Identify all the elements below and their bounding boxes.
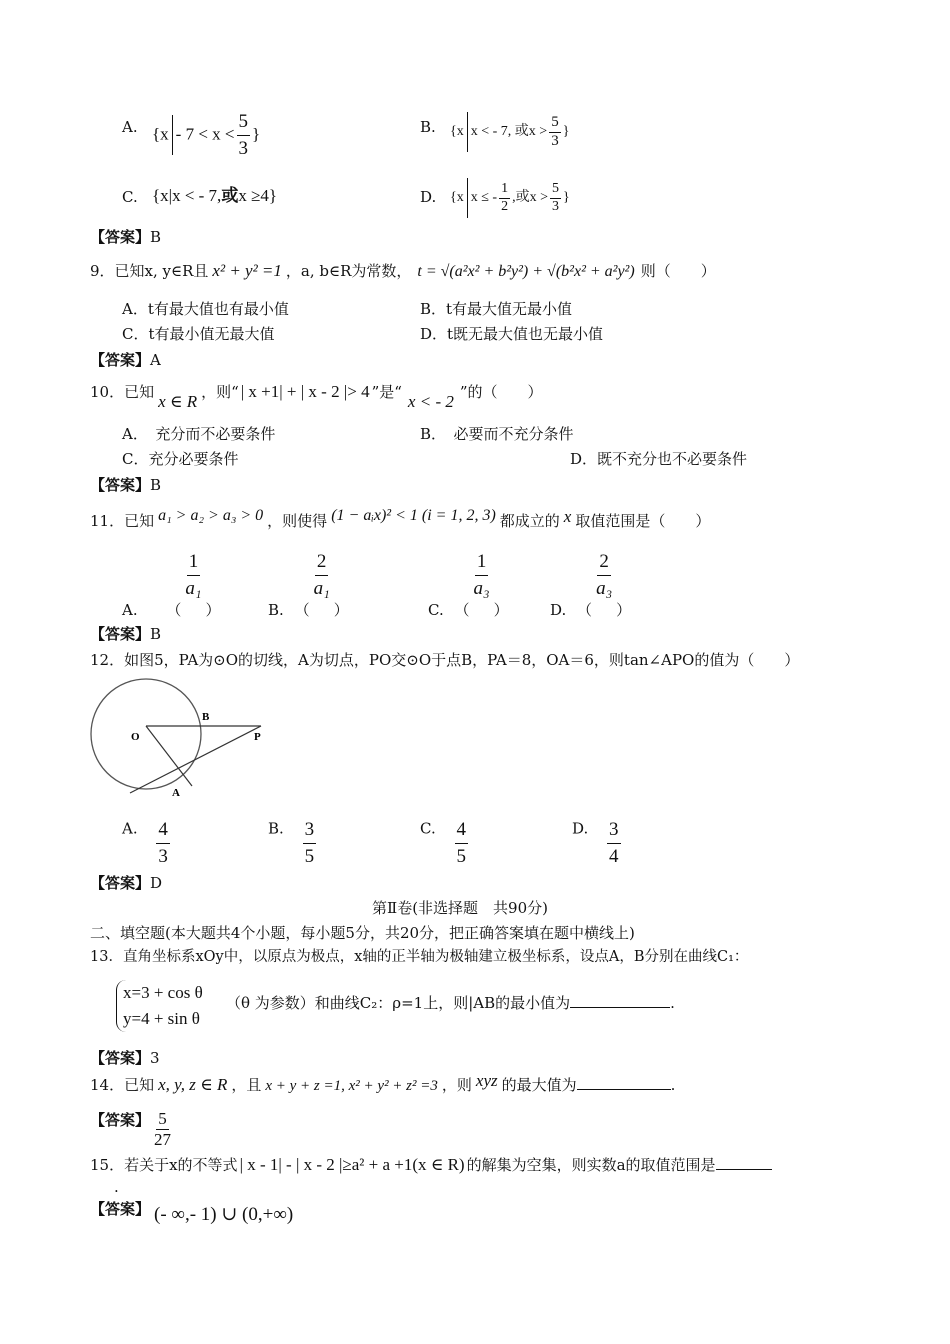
q9-stem-part1: 9．已知x, y∈R且 <box>90 262 209 280</box>
q14-stem-part1: 14．已知 <box>90 1076 155 1094</box>
q11-a-den: a₁ <box>185 577 202 599</box>
q8-option-b-label: B. <box>420 118 436 136</box>
q9-option-b: B．t有最大值无最小值 <box>420 300 573 318</box>
q14-expression: xyz <box>475 1071 498 1090</box>
q13-equation-x: x=3 + cos θ <box>123 983 203 1002</box>
q14-answer-den: 27 <box>154 1129 172 1149</box>
q13-end: . <box>670 994 675 1012</box>
q8-b-close: } <box>562 124 570 140</box>
q12-a-label: A. <box>122 819 138 838</box>
q11-c-den: a₃ <box>473 577 490 599</box>
q8-d-mid: ,或x > <box>512 190 548 206</box>
q12-a-num: 4 <box>156 820 170 844</box>
q12-answer-label: 【答案】 <box>90 874 151 892</box>
q10-condition3: x < - 2 <box>407 392 454 411</box>
q8-c-or: 或 <box>221 186 239 206</box>
q8-d-den1: 2 <box>501 198 509 214</box>
q15-answer-label: 【答案】 <box>90 1200 151 1218</box>
part2-title: 第Ⅱ卷(非选择题 共90分) <box>372 899 548 917</box>
q15-stem <box>90 1155 772 1175</box>
q12-b-label: B. <box>268 819 284 838</box>
q12-b-fraction <box>303 820 317 867</box>
q8-b-num: 5 <box>549 115 561 133</box>
q8-a-close: } <box>252 124 261 144</box>
q12-d-fraction <box>607 820 621 867</box>
q12-stem: 12．如图5，PA为⊙O的切线，A为切点，PO交⊙O于点B，PA＝8，OA＝6，则tan∠APO的值为（ ） <box>90 651 800 669</box>
q8-a-fraction <box>237 112 251 159</box>
q8-d-den2: 3 <box>552 198 559 214</box>
q10-option-d: D．既不充分也不必要条件 <box>570 450 748 468</box>
q11-b-den: a₁ <box>313 577 330 599</box>
q12-label-o: O <box>131 731 140 743</box>
q10-option-c: C．充分必要条件 <box>122 450 239 468</box>
q8-option-c-label: C. <box>122 188 138 206</box>
q9-option-c: C．t有最小值无最大值 <box>122 325 275 343</box>
q12-label-p: P <box>254 731 261 743</box>
q11-d-fraction <box>594 552 614 599</box>
q8-c-text2: x ≥4} <box>238 186 278 205</box>
q9-option-a: A．t有最大值也有最小值 <box>122 300 289 318</box>
q10-answer-value: B <box>150 476 162 494</box>
q14-answer-num: 5 <box>158 1109 167 1128</box>
q11-d-label: D. <box>550 601 567 620</box>
q8-a-open: {x <box>152 124 169 144</box>
q12-label-a: A <box>172 787 180 798</box>
q11-b-open: （ <box>294 601 310 620</box>
q11-b-fraction <box>312 552 332 599</box>
q8-d-num1: 1 <box>499 182 510 199</box>
q13-answer <box>90 1049 160 1067</box>
q11-b-close: ） <box>333 601 349 620</box>
q12-line-oa <box>146 726 192 786</box>
q11-c-open: （ <box>454 601 470 620</box>
q11-answer-value: B <box>150 625 162 643</box>
q11-option-d <box>550 551 632 620</box>
q14-stem-part2: ，且 <box>231 1076 262 1094</box>
q8-d-bar <box>467 178 468 218</box>
q13-answer-value: 3 <box>150 1049 160 1067</box>
q11-answer-label: 【答案】 <box>90 625 151 643</box>
q12-option-a <box>122 806 172 867</box>
q15-stem-part2: 的解集为空集，则实数a的取值范围是 <box>466 1156 716 1174</box>
q8-a-cond: - 7 < x < <box>175 124 235 144</box>
section-fill-in-heading: 二、填空题(本大题共4个小题，每小题5分，共20分，把正确答案填在题中横线上) <box>90 924 635 942</box>
q14-stem <box>90 1071 676 1095</box>
q12-b-den: 5 <box>304 845 315 867</box>
q12-label-b: B <box>202 711 210 723</box>
q12-a-fraction <box>156 820 170 867</box>
q12-answer <box>90 874 162 892</box>
q14-answer-blank <box>577 1089 671 1090</box>
q8-option-a-label: A. <box>122 118 138 136</box>
q13-stem-line2 <box>226 994 675 1012</box>
q11-c-close: ） <box>493 601 509 620</box>
q10-condition1: x ∈ R <box>158 392 198 411</box>
q11-condition1: a₁ > a₂ > a₃ > 0 <box>158 507 264 524</box>
q13-stem-part2: （θ 为参数）和曲线C₂：ρ=1上，则|AB的最小值为 <box>226 994 571 1012</box>
q11-condition2: (1 − aᵢx)² < 1 (i = 1, 2, 3) <box>331 507 496 524</box>
q11-stem-part2: ，则使得 <box>267 512 328 530</box>
q13-equation-y: y=4 + sin θ <box>123 1009 200 1028</box>
q12-d-num: 3 <box>607 820 621 844</box>
q11-c-num: 1 <box>475 552 489 576</box>
q8-d-num2: 5 <box>550 182 561 199</box>
q11-variable: x <box>563 507 572 526</box>
q10-answer <box>90 476 161 494</box>
q8-d-fraction1 <box>499 182 510 214</box>
q15-answer-value: (- ∞,- 1) ∪ (0,+∞) <box>154 1204 294 1225</box>
q11-d-close: ） <box>616 601 632 620</box>
q14-condition1: x, y, z ∈ R <box>158 1075 228 1094</box>
q12-c-fraction <box>455 820 469 867</box>
q12-answer-value: D <box>150 874 163 892</box>
q11-a-close: ） <box>205 601 221 620</box>
q8-d-open: {x <box>450 190 464 206</box>
q11-d-den: a₃ <box>596 577 613 599</box>
q11-stem-part3: 都成立的 <box>499 512 560 530</box>
q11-stem-part4: 取值范围是（ ） <box>575 512 711 530</box>
q12-option-b <box>268 806 318 867</box>
q8-b-bar <box>467 112 468 152</box>
q9-answer-label: 【答案】 <box>90 351 151 369</box>
q8-option-c-set <box>152 186 277 206</box>
q11-stem-part1: 11．已知 <box>90 512 155 530</box>
q12-c-label: C. <box>420 819 436 838</box>
q11-c-label: C. <box>428 601 444 620</box>
q11-d-num: 2 <box>597 552 611 576</box>
q12-c-den: 5 <box>456 845 466 867</box>
q10-answer-label: 【答案】 <box>90 476 151 494</box>
q8-b-den: 3 <box>551 132 559 149</box>
q11-option-b <box>268 551 349 620</box>
q8-answer <box>90 228 161 246</box>
q8-option-b-set <box>450 112 569 152</box>
q11-b-num: 2 <box>315 552 329 576</box>
q8-d-close: } <box>563 190 570 206</box>
q9-stem-part3: 则（ ） <box>640 262 716 280</box>
q10-option-a: A． 充分而不必要条件 <box>122 425 276 443</box>
q12-option-c <box>420 806 470 867</box>
q15-answer <box>90 1198 294 1225</box>
q14-end: . <box>670 1076 676 1094</box>
q8-a-den: 3 <box>238 137 249 159</box>
q12-line-pa-tangent <box>130 726 261 793</box>
q9-t-expression: t = √(a²x² + b²y²) + √(b²x² + a²y²) <box>417 263 635 280</box>
q8-answer-label: 【答案】 <box>90 228 151 246</box>
q8-a-num: 5 <box>237 112 251 136</box>
q13-answer-label: 【答案】 <box>90 1049 151 1067</box>
q9-stem-part2: ，a, b∈R为常数， <box>285 262 412 280</box>
q11-option-c <box>428 551 509 620</box>
q9-answer <box>90 351 161 369</box>
q15-end: . <box>114 1178 119 1196</box>
q11-a-label: A. <box>122 601 138 620</box>
q8-c-text: {x|x < - 7, <box>152 186 222 205</box>
q13-answer-blank <box>570 1007 670 1008</box>
q8-b-cond: x < - 7, 或x > <box>470 124 548 140</box>
q12-c-num: 4 <box>455 820 469 844</box>
q15-condition: | x - 1| - | x - 2 |≥a² + a +1(x ∈ R) <box>239 1155 465 1174</box>
q12-a-den: 3 <box>158 845 168 867</box>
q8-b-open: {x <box>450 124 464 140</box>
q14-stem-part4: 的最大值为 <box>501 1076 577 1094</box>
q8-b-fraction <box>549 115 561 150</box>
q13-parametric-system <box>116 980 203 1032</box>
q14-condition2: x + y + z =1, x² + y² + z² =3 <box>265 1078 438 1094</box>
q13-stem-line1: 13．直角坐标系xOy中，以原点为极点，x轴的正半轴为极轴建立极坐标系，设点A，B分别在曲线C₁： <box>90 949 749 965</box>
q8-option-d-label: D. <box>420 188 437 206</box>
q11-a-open: （ <box>166 601 182 620</box>
q11-a-num: 1 <box>187 552 201 576</box>
q9-answer-value: A <box>150 351 161 369</box>
q10-stem-part4: ”的（ ） <box>459 383 543 401</box>
q15-answer-blank <box>716 1169 772 1170</box>
q9-option-d: D．t既无最大值也无最小值 <box>420 325 604 343</box>
q8-option-d-set <box>450 178 570 218</box>
q10-condition2: | x +1| + | x - 2 |> 4 <box>240 382 370 401</box>
q11-c-fraction <box>472 552 492 599</box>
q10-stem-part2: ，则“ <box>201 383 239 401</box>
q8-a-bar <box>172 115 173 155</box>
q12-option-d <box>572 806 623 867</box>
q10-option-b: B． 必要而不充分条件 <box>420 425 574 443</box>
q8-answer-value: B <box>150 228 162 246</box>
q12-d-label: D. <box>572 819 589 838</box>
q9-stem <box>90 261 716 281</box>
q11-a-fraction <box>183 552 203 599</box>
q8-d-fraction2 <box>550 182 561 214</box>
q9-condition: x² + y² =1 <box>212 261 282 280</box>
q15-stem-part1: 15．若关于x的不等式 <box>90 1156 238 1174</box>
q14-answer-label: 【答案】 <box>90 1111 151 1130</box>
q10-stem-part3: ”是“ <box>371 383 402 401</box>
q11-stem <box>90 507 711 531</box>
q14-answer-fraction <box>152 1110 173 1149</box>
q10-stem-part1: 10．已知 <box>90 383 155 401</box>
q8-d-cond: x ≤ - <box>470 190 498 206</box>
q12-d-den: 4 <box>609 845 619 867</box>
q12-circle <box>91 679 201 789</box>
q8-option-a-set <box>152 112 260 159</box>
q11-b-label: B. <box>268 601 284 620</box>
q11-option-a <box>122 551 221 620</box>
q12-b-num: 3 <box>303 820 317 844</box>
q10-stem <box>90 382 543 411</box>
q11-d-open: （ <box>577 601 593 620</box>
q14-answer <box>90 1102 175 1149</box>
q11-answer <box>90 625 161 643</box>
q14-stem-part3: ，则 <box>441 1076 472 1094</box>
q12-figure <box>86 678 276 798</box>
